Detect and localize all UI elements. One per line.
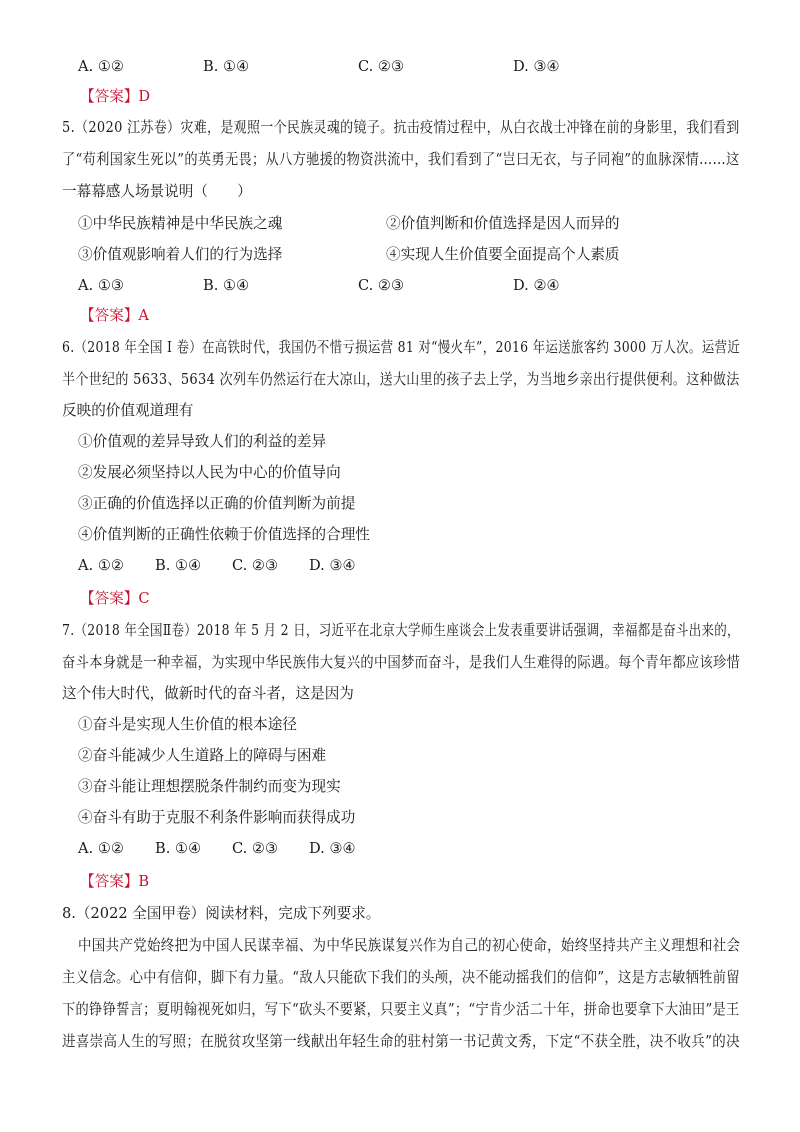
q7-option-c: C. ②③ bbox=[232, 840, 279, 857]
q6-item-3: ③正确的价值选择以正确的价值判断为前提 bbox=[78, 495, 356, 512]
q8-material-line-4: 进喜崇高人生的写照；在脱贫攻坚第一线献出年轻生命的驻村第一书记黄文秀，下定“不获全胜，决不收兵”的决 bbox=[62, 1033, 740, 1050]
q6-option-d: D. ③④ bbox=[309, 557, 356, 574]
q8-material-line-1: 中国共产党始终把为中国人民谋幸福、为中华民族谋复兴作为自己的初心使命，始终坚持共产主义理想和社会 bbox=[78, 937, 741, 954]
q4-answer: 【答案】D bbox=[80, 88, 151, 105]
q6-answer: 【答案】C bbox=[80, 590, 150, 607]
q7-stem-line-2: 奋斗本身就是一种幸福，为实现中华民族伟大复兴的中国梦而奋斗，是我们人生难得的际遇。每个青年都应该珍惜 bbox=[62, 654, 741, 671]
q6-item-1: ①价值观的差异导致人们的利益的差异 bbox=[78, 433, 327, 450]
q6-option-a: A. ①② bbox=[78, 557, 124, 574]
q8-stem: 8.（2022 全国甲卷）阅读材料，完成下列要求。 bbox=[62, 905, 381, 922]
q5-stem-line-2: 了“苟利国家生死以”的英勇无畏；从八方驰援的物资洪流中，我们看到了“岂曰无衣，与子同袍”的血脉深情……这 bbox=[62, 151, 740, 168]
q7-stem-line-3: 这个伟大时代，做新时代的奋斗者，这是因为 bbox=[62, 685, 354, 702]
q7-item-1: ①奋斗是实现人生价值的根本途径 bbox=[78, 716, 297, 733]
q6-option-b: B. ①④ bbox=[155, 557, 202, 574]
q5-item-2: ②价值判断和价值选择是因人而异的 bbox=[386, 215, 620, 232]
q5-item-3: ③价值观影响着人们的行为选择 bbox=[78, 246, 283, 263]
q5-option-a: A. ①③ bbox=[78, 277, 124, 294]
q5-stem-line-3: 一幕幕感人场景说明（ ） bbox=[62, 183, 252, 200]
q7-item-2: ②奋斗能减少人生道路上的障碍与困难 bbox=[78, 747, 327, 764]
q4-option-d: D. ③④ bbox=[513, 58, 560, 75]
q5-item-1: ①中华民族精神是中华民族之魂 bbox=[78, 215, 283, 232]
q5-option-d: D. ②④ bbox=[513, 277, 560, 294]
q5-item-4: ④实现人生价值要全面提高个人素质 bbox=[386, 246, 620, 263]
q5-option-b: B. ①④ bbox=[203, 277, 250, 294]
q8-material-line-3: 下的铮铮誓言；夏明翰视死如归，写下“砍头不要紧，只要主义真”；“宁肯少活二十年，拼命也要拿下大油田”是王 bbox=[62, 1001, 740, 1018]
q7-answer: 【答案】B bbox=[80, 873, 150, 890]
q7-option-b: B. ①④ bbox=[155, 840, 202, 857]
q6-stem-line-3: 反映的价值观道理有 bbox=[62, 402, 194, 419]
q6-stem-line-2: 半个世纪的 5633、5634 次列车仍然运行在大凉山，送大山里的孩子去上学，为当地乡亲出行提供便利。这种做法 bbox=[62, 371, 740, 388]
q7-option-d: D. ③④ bbox=[309, 840, 356, 857]
q5-stem-line-1: 5.（2020 江苏卷）灾难，是观照一个民族灵魂的镜子。抗击疫情过程中，从白衣战士冲锋在前的身影里，我们看到 bbox=[62, 119, 740, 136]
q4-option-a: A. ①② bbox=[78, 58, 124, 75]
q6-option-c: C. ②③ bbox=[232, 557, 279, 574]
q4-option-b: B. ①④ bbox=[203, 58, 250, 75]
q4-option-c: C. ②③ bbox=[358, 58, 405, 75]
q7-stem-line-1: 7.（2018 年全国Ⅱ卷）2018 年 5 月 2 日，习近平在北京大学师生座谈会上发表重要讲话强调，幸福都是奋斗出来的， bbox=[62, 622, 740, 639]
q7-item-4: ④奋斗有助于克服不利条件影响而获得成功 bbox=[78, 809, 356, 826]
q6-item-4: ④价值判断的正确性依赖于价值选择的合理性 bbox=[78, 526, 370, 543]
q7-option-a: A. ①② bbox=[78, 840, 124, 857]
q5-answer: 【答案】A bbox=[80, 307, 149, 324]
q6-stem-line-1: 6.（2018 年全国 I 卷）在高铁时代，我国仍不惜亏损运营 81 对“慢火车”，2016 年运送旅客约 3000 万人次。运营近 bbox=[62, 339, 740, 356]
q8-material-line-2: 主义信念。心中有信仰，脚下有力量。“敌人只能砍下我们的头颅，决不能动摇我们的信仰”，这是方志敏牺牲前留 bbox=[62, 969, 740, 986]
q7-item-3: ③奋斗能让理想摆脱条件制约而变为现实 bbox=[78, 778, 341, 795]
q6-item-2: ②发展必须坚持以人民为中心的价值导向 bbox=[78, 464, 341, 481]
q5-option-c: C. ②③ bbox=[358, 277, 405, 294]
